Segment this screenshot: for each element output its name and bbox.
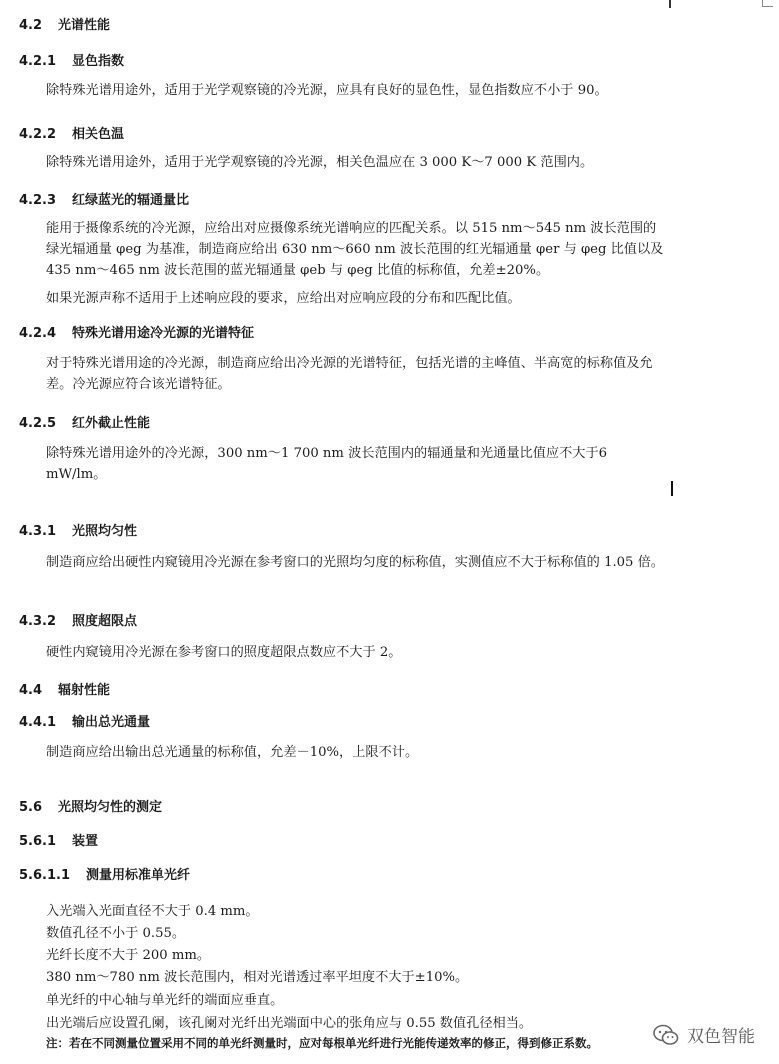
- paragraph: 能用于摄像系统的冷光源，应给出对应摄像系统光谱响应的匹配关系。以 515 nm～545 nm 波长范围的绿光辐通量 φeg 为基准，制造商应给出 630 nm～660 nm 波长范围的红光辐通量 φer 与 φeg 比值以及 435 nm～465 nm 波长范围的蓝光辐通量 φeb 与 φeg 比值的标称值，允差±20%。: [46, 221, 664, 278]
- section-number: 5.6: [19, 800, 43, 815]
- section-number: 4.2.5: [19, 416, 57, 431]
- list-item: 出光端后应设置孔阑，该孔阑对光纤出光端面中心的张角应与 0.55 数值孔径相当。: [46, 1016, 533, 1031]
- page-edge-mark: [669, 0, 671, 8]
- section-heading: [19, 123, 124, 142]
- section-number: 4.3.1: [19, 524, 57, 539]
- section-heading: [19, 50, 124, 69]
- section-heading: [19, 412, 150, 431]
- watermark: [647, 1020, 761, 1049]
- section-title: 辐射性能: [58, 683, 111, 698]
- section-title: 测量用标准单光纤: [86, 868, 191, 883]
- paragraph: 硬性内窥镜用冷光源在参考窗口的照度超限点数应不大于 2。: [46, 645, 402, 660]
- list-item: 入光端入光面直径不大于 0.4 mm。: [46, 904, 259, 919]
- paragraph: 制造商应给出硬性内窥镜用冷光源在参考窗口的光照均匀度的标称值，实测值应不大于标称值的 1.05 倍。: [46, 555, 664, 570]
- paragraph: 如果光源声称不适用于上述响应段的要求，应给出对应响应段的分布和匹配比值。: [46, 291, 521, 306]
- section-title: 光照均匀性: [72, 524, 138, 539]
- section-title: 光谱性能: [58, 18, 111, 33]
- list-item: 380 nm～780 nm 波长范围内，相对光谱透过率平坦度不大于±10%。: [46, 970, 469, 985]
- section-title: 特殊光谱用途冷光源的光谱特征: [72, 326, 255, 341]
- section-title: 显色指数: [72, 54, 125, 69]
- page-corner-mark: [762, 0, 773, 7]
- section-title: 输出总光通量: [72, 715, 151, 730]
- section-heading: [19, 830, 98, 849]
- paragraph: 除特殊光谱用途外，适用于光学观察镜的冷光源，应具有良好的显色性，显色指数应不小于 90。: [46, 83, 608, 98]
- section-title: 光照均匀性的测定: [58, 800, 163, 815]
- section-title: 相关色温: [72, 127, 125, 142]
- section-number: 4.2.4: [19, 326, 57, 341]
- section-heading: [19, 796, 162, 815]
- section-title: 红绿蓝光的辐通量比: [72, 193, 190, 208]
- section-title: 照度超限点: [72, 614, 138, 629]
- section-heading: [19, 864, 190, 883]
- section-title: 装置: [72, 834, 99, 849]
- paragraph: 除特殊光谱用途外，适用于光学观察镜的冷光源，相关色温应在 3 000 K～7 000 K 范围内。: [46, 155, 594, 170]
- section-heading: [19, 520, 137, 539]
- section-heading: [19, 322, 254, 341]
- list-item: 光纤长度不大于 200 mm。: [46, 948, 211, 963]
- paragraph: 对于特殊光谱用途的冷光源，制造商应给出冷光源的光谱特征，包括光谱的主峰值、半高宽的标称值及允差。冷光源应符合该光谱特征。: [46, 356, 653, 392]
- text-cursor: [671, 481, 673, 496]
- section-heading: [19, 189, 189, 208]
- section-number: 4.2.1: [19, 54, 57, 69]
- section-heading: [19, 14, 110, 33]
- section-heading: [19, 711, 150, 730]
- section-number: 4.4.1: [19, 715, 57, 730]
- section-number: 5.6.1.1: [19, 868, 70, 883]
- section-heading: [19, 610, 137, 629]
- wechat-icon: [653, 1024, 679, 1046]
- section-heading: [19, 679, 110, 698]
- section-title: 红外截止性能: [72, 416, 151, 431]
- watermark-text: 双色智能: [687, 1027, 755, 1047]
- section-number: 5.6.1: [19, 834, 57, 849]
- paragraph: 除特殊光谱用途外的冷光源，300 nm～1 700 nm 波长范围内的辐通量和光通量比值应不大于6 mW/lm。: [46, 446, 608, 482]
- list-item: 数值孔径不小于 0.55。: [46, 926, 186, 941]
- paragraph: 制造商应给出输出总光通量的标称值，允差－10%，上限不计。: [46, 745, 419, 760]
- section-number: 4.2: [19, 18, 43, 33]
- section-number: 4.4: [19, 683, 43, 698]
- section-number: 4.2.2: [19, 127, 57, 142]
- section-number: 4.2.3: [19, 193, 57, 208]
- section-number: 4.3.2: [19, 614, 57, 629]
- footnote: 注：若在不同测量位置采用不同的单光纤测量时，应对每根单光纤进行光能传递效率的修正，得到修正系数。: [46, 1036, 598, 1050]
- list-item: 单光纤的中心轴与单光纤的端面应垂直。: [46, 993, 284, 1008]
